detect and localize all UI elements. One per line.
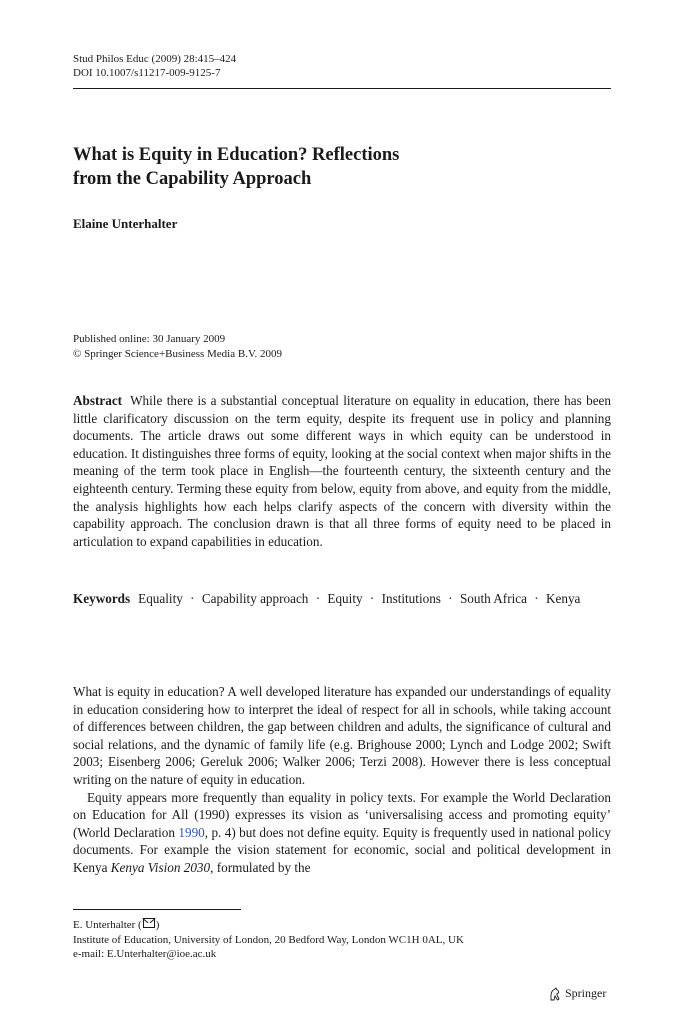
keyword-separator: ·: [534, 591, 539, 606]
citation-author: Lynch and Lodge: [449, 736, 549, 752]
keyword-item: Equality: [138, 591, 183, 606]
footnote-name: E. Unterhalter (: [73, 919, 142, 931]
citation-link[interactable]: 2003: [73, 754, 100, 770]
title-line-2: from the Capability Approach: [73, 169, 312, 189]
citation-link[interactable]: 2002: [548, 736, 575, 752]
title-line-1: What is Equity in Education? Reflections: [73, 145, 400, 165]
footnote-name-line: [73, 918, 464, 933]
keywords-list: [138, 591, 580, 606]
keyword-item: Institutions: [381, 591, 441, 606]
body-text: [73, 683, 611, 877]
citation-link[interactable]: 2006: [325, 754, 352, 770]
paragraph-2: [73, 789, 611, 877]
author-footnote: [73, 918, 464, 962]
journal-citation: Stud Philos Educ (2009) 28:415–424: [73, 53, 237, 65]
footnote-rule: [73, 909, 241, 910]
keyword-separator: ·: [315, 591, 321, 606]
keyword-separator: ·: [369, 591, 375, 606]
abstract-label: Abstract: [73, 393, 123, 408]
citation-link[interactable]: 1990: [178, 824, 205, 840]
keywords: [73, 590, 611, 608]
citation-author: Walker: [282, 754, 326, 770]
springer-logo: [548, 986, 606, 1001]
paragraph-2-text-b: , p. 4) but does not define equity. Equity is frequently used in national policy documents. For example the vision statement for economic, social and political development in Kenya: [73, 824, 611, 875]
citation-link[interactable]: 2008: [391, 754, 419, 770]
abstract: [73, 392, 611, 550]
abstract-text: While there is a substantial conceptual literature on equality in education, there has been little clarificatory discussion on the term equity, despite its frequent use in policy and planning documents. The article draws out some different ways in which equity can be understood in education. It distinguishes three forms of equity, looking at the social context when major shifts in the meaning of the term took place in English—the fourteenth century, the sixteenth century and the eighteenth century. Terming these equity from below, equity from above, and equity from the middle, the analysis highlights how each helps clarify aspects of the concern with diversity within the capability approach. The conclusion drawn is that all three forms of equity need to be placed in articulation to expand capabilities in education.: [73, 393, 611, 549]
footnote-affiliation: Institute of Education, University of London, 20 Bedford Way, London WC1H 0AL, UK: [73, 933, 464, 946]
footnote-name-end: ): [155, 919, 160, 931]
paragraph-1-text-b: ). However there is less conceptual writing on the nature of equity in education.: [73, 754, 611, 787]
springer-horse-icon: [548, 987, 561, 1001]
article-title: [73, 143, 611, 191]
paragraph-1-text-a: What is equity in education? A well developed literature has expanded our understandings of equality in education considering how to interpret the ideal of respect for all in schools, while taking account of differences between children, the gap between children and adults, the significance of cultural and social relations, and the dynamic of family life (e.g.: [73, 684, 611, 752]
keyword-item: Capability approach: [201, 591, 309, 606]
keywords-label: Keywords: [73, 591, 131, 606]
paragraph-2-text-a: Equity appears more frequently than equality in policy texts. For example the World Declaration on Education for All (1990) expresses its vision as ‘universalising access and promoting equity’ (World Declaration: [73, 789, 611, 840]
citation-author: Terzi: [360, 754, 392, 770]
paragraph-2-text-c: , formulated by the: [210, 859, 311, 875]
journal-header: [73, 52, 236, 80]
journal-doi[interactable]: DOI 10.1007/s11217-009-9125-7: [73, 67, 221, 79]
keyword-separator: ·: [190, 591, 195, 606]
citation-author: Eisenberg: [107, 754, 166, 770]
citation-author: Brighouse: [357, 736, 416, 752]
author-name: Elaine Unterhalter: [73, 216, 178, 231]
published-date: Published online: 30 January 2009: [73, 333, 226, 345]
envelope-icon: [143, 918, 155, 928]
citation-list: Brighouse 2000; Lynch and Lodge 2002; Swift 2003; Eisenberg 2006; Gereluk 2006; Walker 2006; Terzi 2008: [73, 736, 612, 770]
copyright-line: © Springer Science+Business Media B.V. 2009: [73, 347, 282, 360]
keyword-item: Equity: [327, 591, 363, 606]
header-rule: [73, 88, 611, 89]
citation-link[interactable]: 2006: [247, 754, 275, 770]
citation-link[interactable]: 2006: [165, 754, 192, 770]
citation-author: Swift: [582, 736, 612, 752]
citation-author: Gereluk: [200, 754, 248, 770]
keyword-item: South Africa: [459, 591, 527, 606]
vision-title: Kenya Vision 2030: [110, 859, 211, 875]
publication-info: [73, 332, 282, 361]
footnote-email[interactable]: e-mail: E.Unterhalter@ioe.ac.uk: [73, 948, 217, 960]
keyword-separator: ·: [448, 591, 453, 606]
citation-link[interactable]: 2000: [415, 736, 443, 752]
publisher-name: Springer: [565, 986, 607, 1000]
keyword-item: Kenya: [545, 591, 581, 606]
paragraph-1: [73, 683, 611, 789]
